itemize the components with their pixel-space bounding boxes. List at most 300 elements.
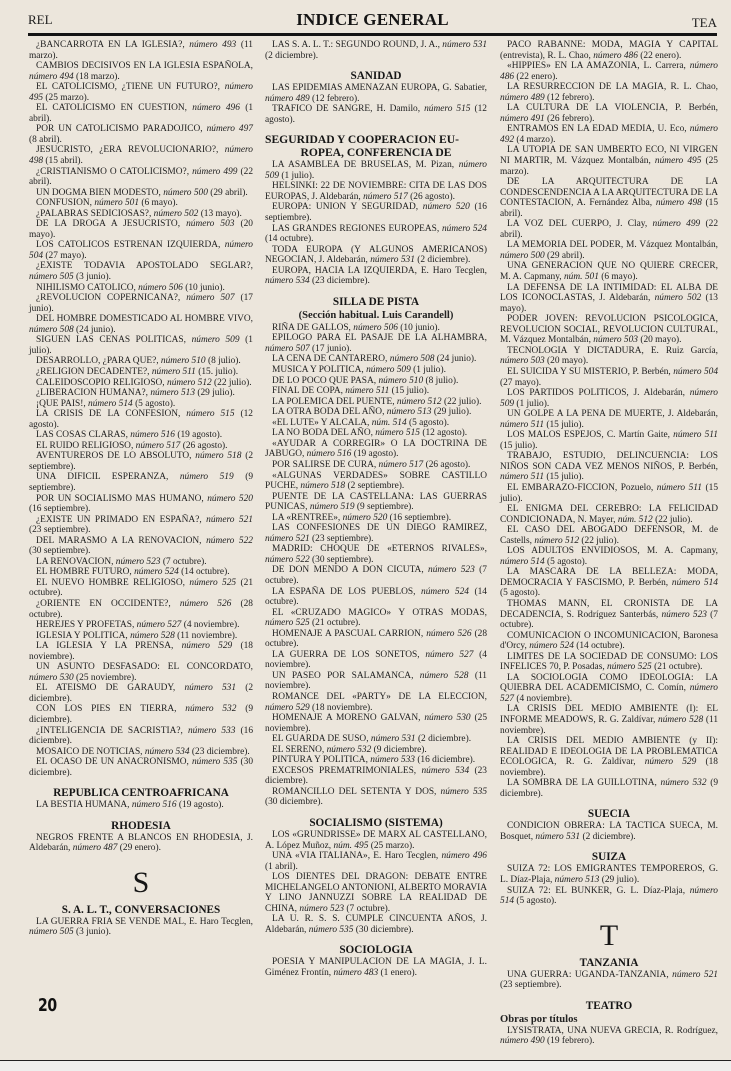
index-entry [500, 525, 718, 546]
entry-title: NEGROS FRENTE A BLANCOS EN RHODESIA, J. Aldebarán, [29, 832, 253, 854]
entry-title: CAMBIOS DECISIVOS EN LA IGLESIA ESPAÑOLA, [36, 61, 253, 72]
index-entry [500, 631, 718, 652]
entry-title: ROMANCE DEL «PARTY» DE LA ELECCION, [272, 691, 487, 702]
entry-title: LA «RENTREE», [272, 512, 343, 523]
index-entry [29, 283, 253, 294]
entry-issue-number: número 534 [421, 765, 470, 776]
entry-title: LA POLEMICA DEL PUENTE, [272, 396, 397, 407]
column-3 [500, 40, 718, 1047]
entry-title: LOS MALOS ESPEJOS, C. Martín Gaite, [507, 430, 674, 441]
entry-issue-number: número 531 [184, 683, 237, 694]
index-entry [29, 641, 253, 662]
entry-date: (5 agosto). [132, 398, 176, 409]
index-entry [29, 726, 253, 747]
entry-title: EL «CRUZADO MAGICO» Y OTRAS MODAS, [272, 607, 487, 618]
index-entry [29, 356, 253, 367]
alphabet-letter-heading: S [132, 865, 150, 899]
index-entry [500, 61, 718, 82]
entry-title: HELSINKI: 22 DE NOVIEMBRE: CITA DE LAS DOS EUROPAS, J. Aldebarán, [265, 181, 487, 202]
entry-date: (15 julio). [500, 440, 538, 451]
section-heading: TANZANIA [579, 956, 639, 969]
entry-title: LA U. R. S. S. CUMPLE CINCUENTA AÑOS, J. Aldebarán, [265, 914, 487, 935]
index-entry [29, 683, 253, 704]
entry-date: (16 diciembre). [414, 755, 476, 766]
section-subheading: Obras por títulos [500, 1013, 578, 1025]
section-heading: RHODESIA [111, 819, 171, 832]
entry-issue-number: número 517 [378, 459, 424, 470]
index-entry [265, 745, 487, 756]
entry-date: (12 febrero). [309, 93, 360, 104]
page-header [28, 10, 717, 32]
entry-issue-number: número 523 [428, 565, 475, 576]
index-entry [29, 578, 253, 599]
index-entry [265, 181, 487, 202]
index-entry [265, 766, 487, 787]
entry-date: (17 junio). [29, 293, 253, 314]
entry-title: UN GOLPE A LA PENA DE MUERTE, J. Aldebarán, [507, 409, 718, 420]
entry-title: LA NO BODA DEL AÑO, [272, 428, 376, 439]
index-entry [29, 704, 253, 725]
entry-issue-number: número 511 [500, 472, 545, 483]
index-entry [29, 800, 253, 811]
entry-issue-number: número 527 [425, 649, 474, 660]
section-heading-line: SEGURIDAD Y COOPERACION EU- [265, 133, 459, 147]
entry-title: LA SOCIOLOGIA COMO IDEOLOGIA: LA QUIEBRA DEL ACADEMICISMO, C. Comín, [500, 672, 718, 694]
entry-date: (9 diciembre). [500, 778, 719, 799]
entry-date: (26 agosto). [180, 440, 228, 451]
index-entry [29, 293, 253, 314]
index-entry [29, 917, 253, 938]
entry-title: ENTRAMOS EN LA EDAD MEDIA, U. Eco, [507, 124, 690, 135]
entry-date: (30 diciembre). [353, 924, 414, 935]
entry-title: CONFUSION, [36, 198, 95, 209]
entry-title: NIHILISMO CATOLICO, [36, 282, 139, 293]
entry-date: (11 noviembre). [500, 715, 719, 736]
index-entry [29, 40, 253, 61]
entry-date: (29 enero). [117, 843, 161, 854]
entry-date: (15 abril). [43, 156, 83, 167]
entry-date: (23 septiembre). [500, 980, 562, 991]
entry-issue-number: número 508 [389, 354, 435, 365]
entry-date: (30 septiembre). [29, 546, 91, 557]
entry-date: (16 septiembre). [29, 504, 91, 515]
entry-date: (6 mayo). [139, 198, 178, 209]
entry-title: EXCESOS PREMATRIMONIALES, [272, 765, 422, 776]
entry-issue-number: número 507 [186, 293, 235, 304]
index-entry [265, 323, 487, 334]
entry-date: (2 diciembre). [29, 683, 254, 704]
entry-issue-number: número 509 [265, 160, 487, 181]
index-entry [29, 494, 253, 515]
entry-title: LOS PARTIDOS POLITICOS, J. Aldebarán, [507, 388, 690, 399]
entry-date: (2 diciembre). [580, 831, 636, 842]
entry-issue-number: número 530 [424, 713, 471, 724]
entry-title: LOS DIENTES DEL DRAGON: DEBATE ENTRE MICHELANGELO ANTONIONI, ALBERTO MORAVIA Y LINO JANNUZZI SOBRE LA REALIDAD DE CHINA, [265, 872, 487, 914]
entry-issue-number: número 512 [167, 377, 212, 388]
entry-issue-number: número 535 [308, 924, 354, 935]
entry-issue-number: número 496 [192, 103, 240, 114]
entry-title: HOMENAJE A MORENO GALVAN, [272, 713, 425, 724]
entry-title: MADRID: CHOQUE DE «ETERNOS RIVALES», [272, 544, 487, 555]
entry-title: DE LO POCO QUE PASA, [272, 375, 379, 386]
entry-date: (1 abril). [265, 861, 298, 872]
index-entry [29, 620, 253, 631]
entry-title: LA DEFENSA DE LA INTIMIDAD: EL ALBA DE LOS ICONOCLASTAS, J. Aldebarán, [500, 282, 718, 304]
section-heading: S. A. L. T., CONVERSACIONES [61, 903, 221, 916]
entry-date: (23 septiembre). [309, 533, 374, 544]
index-entry [500, 821, 718, 842]
entry-date: (1 julio). [514, 398, 550, 409]
entry-title: MUSICA Y POLITICA, [272, 365, 367, 376]
entry-issue-number: número 491 [500, 113, 545, 124]
section-heading: SUIZA [591, 851, 627, 864]
entry-date: (4 marzo). [514, 134, 556, 145]
index-entry [500, 886, 718, 907]
header-range-start: REL [28, 12, 53, 27]
entry-date: (1 abril). [29, 103, 254, 124]
entry-issue-number: número 515 [424, 104, 471, 115]
entry-date: (21 octubre). [29, 577, 254, 599]
entry-title: JESUCRISTO, ¿ERA REVOLUCIONARIO?, [36, 145, 225, 156]
entry-title: TECNOLOGIA Y DICTADURA, E. Ruiz García, [507, 345, 718, 356]
index-entry [29, 472, 253, 493]
entry-date: (5 agosto). [406, 417, 450, 428]
entry-date: (8 julio). [423, 375, 459, 386]
entry-issue-number: número 499 [192, 166, 238, 177]
entry-issue-number: número 507 [265, 343, 310, 354]
index-entry [265, 851, 487, 872]
entry-issue-number: número 534 [265, 276, 310, 287]
entry-issue-number: número 500 [163, 187, 208, 198]
entry-issue-number: número 531 [370, 255, 415, 266]
entry-date: (19 agosto). [175, 430, 223, 441]
entry-title: MOSAICO DE NOTICIAS, [36, 746, 145, 757]
index-entry [265, 957, 487, 978]
index-entry [29, 662, 253, 683]
index-entry [500, 483, 718, 504]
entry-title: EL RUIDO RELIGIOSO, [36, 440, 136, 451]
index-entry [265, 787, 487, 808]
index-entry [500, 599, 718, 631]
index-entry [265, 202, 487, 223]
header-range-end: TEA [691, 15, 717, 30]
section-heading-line: ROPEA, CONFERENCIA DE [300, 145, 452, 159]
entry-date: (25 marzo). [368, 840, 415, 851]
entry-date: (21 octubre). [651, 662, 703, 673]
entry-date: (28 octubre). [29, 598, 253, 620]
index-entry [500, 40, 718, 61]
entry-title: UNA DIFICIL ESPERANZA, [36, 472, 180, 483]
entry-issue-number: número 534 [144, 746, 190, 757]
entry-issue-number: número 533 [187, 725, 236, 736]
entry-title: «EL LUTE» Y ALCALA, [272, 417, 372, 428]
index-entry [500, 546, 718, 567]
entry-date: (19 agosto). [176, 800, 224, 811]
index-entry [29, 409, 253, 430]
entry-issue-number: número 496 [441, 851, 487, 862]
entry-issue-number: número 523 [661, 609, 707, 620]
entry-date: (5 agosto). [500, 588, 541, 599]
entry-title: UN DOGMA BIEN MODESTO, [36, 187, 164, 198]
entry-issue-number: número 524 [421, 586, 469, 597]
index-entry [265, 471, 487, 492]
entry-issue-number: número 504 [673, 366, 719, 377]
entry-date: (24 junio). [73, 324, 116, 335]
entry-date: (26 agosto). [423, 459, 471, 470]
entry-title: LA CENA DE CANTARERO, [272, 354, 390, 365]
entry-title: UNA GUERRA: UGANDA-TANZANIA, [507, 969, 673, 980]
entry-title: PINTURA Y POLITICA, [272, 755, 371, 766]
entry-issue-number: número 489 [265, 93, 310, 104]
entry-title: EL CATOLICISMO, ¿TIENE UN FUTURO?, [36, 82, 225, 93]
index-entry [500, 82, 718, 103]
entry-date: (14 octubre). [178, 567, 230, 578]
entry-title: PUENTE DE LA CASTELLANA: LAS GUERRAS PUNICAS, [265, 491, 487, 513]
entry-date: (18 noviembre). [309, 702, 373, 713]
index-entry [29, 430, 253, 441]
entry-issue-number: número 520 [207, 493, 253, 504]
index-entry [265, 671, 487, 692]
entry-issue-number: número 531 [535, 831, 581, 842]
entry-title: LA OTRA BODA DEL AÑO, [272, 407, 387, 418]
entry-date: (18 noviembre). [500, 757, 718, 778]
index-entry [265, 734, 487, 745]
entry-issue-number: número 501 [94, 198, 140, 209]
entry-issue-number: número 498 [655, 198, 702, 209]
index-entry [500, 283, 718, 315]
entry-title: DE DON MENDO A DON CICUTA, [272, 565, 429, 576]
entry-issue-number: número 522 [206, 535, 253, 546]
entry-date: (22 abril). [500, 219, 719, 240]
entry-date: (29 abril). [207, 187, 248, 198]
index-entry [500, 864, 718, 885]
entry-title: LAS CONFESIONES DE UN DIEGO RAMIREZ, [272, 523, 487, 534]
entry-date: (7 octubre). [160, 556, 207, 567]
entry-date: (15 abril). [500, 198, 719, 219]
entry-date: (24 junio). [434, 354, 477, 365]
entry-issue-number: número 511 [345, 386, 390, 397]
entry-date: (23 diciembre). [265, 765, 487, 787]
entry-title: HOMENAJE A PASCUAL CARRION, [272, 628, 427, 639]
index-entry [265, 460, 487, 471]
entry-issue-number: número 514 [671, 577, 718, 588]
entry-issue-number: número 515 [186, 409, 235, 420]
index-entry [500, 346, 718, 367]
entry-date: (22 julio). [652, 514, 693, 525]
entry-title: LA IGLESIA Y LA PRENSA, [36, 641, 182, 652]
index-entry [29, 145, 253, 166]
entry-date: (30 diciembre). [265, 797, 323, 808]
entry-date: (22 julio). [579, 535, 619, 546]
entry-date: (22 abril). [29, 166, 254, 188]
entry-date: (25 marzo). [43, 92, 90, 103]
entry-title: ¿RELIGION DECADENTE?, [36, 366, 152, 377]
entry-issue-number: número 502 [654, 293, 702, 304]
entry-issue-number: número 521 [206, 514, 253, 525]
entry-date: (30 diciembre). [29, 757, 254, 778]
entry-issue-number: número 499 [652, 219, 701, 230]
entry-title: LA GUERRA DE LOS SONETOS, [272, 649, 426, 660]
index-entry [29, 557, 253, 568]
entry-date: (2 septiembre). [29, 451, 254, 472]
entry-date: (25 marzo). [500, 156, 718, 177]
entry-date: (3 junio). [73, 927, 111, 938]
entry-date: (28 octubre). [265, 628, 488, 650]
index-entry [29, 82, 253, 103]
entry-title: TRABAJO, ESTUDIO, DELINCUENCIA: LOS NIÑOS SON CADA VEZ MENOS NIÑOS, P. Berbén, [500, 451, 718, 472]
entry-issue-number: número 493 [189, 40, 237, 50]
entry-title: ROMANCILLO DEL SETENTA Y DOS, [272, 786, 441, 797]
column-1 [29, 40, 253, 938]
section-heading [265, 134, 487, 159]
index-entry [265, 872, 487, 914]
index-entry [500, 103, 718, 124]
index-entry [29, 124, 253, 145]
index-entry [29, 261, 253, 282]
entry-issue-number: número 498 [29, 145, 253, 167]
entry-date: (9 diciembre). [29, 704, 254, 725]
entry-title: ¿BANCARROTA EN LA IGLESIA?, [36, 40, 190, 50]
index-entry [265, 224, 487, 245]
entry-title: CONDICION OBRERA: LA TACTICA SUECA, M. Bosquet, [500, 821, 718, 842]
entry-date: (8 abril). [29, 134, 62, 145]
entry-issue-number: número 494 [29, 71, 74, 82]
entry-title: LA MASCARA DE LA BELLEZA: MODA, DEMOCRACIA Y FASCISMO, P. Berbén, [500, 567, 718, 588]
entry-date: (20 mayo). [638, 335, 682, 346]
entry-issue-number: número 503 [186, 219, 235, 230]
entry-date: (17 junio). [309, 343, 352, 354]
entry-title: LA GUERRA FRIA SE VENDE MAL, E. Haro Tecglen, [36, 916, 253, 927]
index-entry [29, 833, 253, 854]
entry-issue-number: número 511 [673, 430, 718, 441]
entry-title: ¿LIBERACION HUMANA?, [36, 388, 151, 399]
entry-title: UN ASUNTO DESFASADO: EL CONCORDATO, [36, 662, 253, 673]
index-entry [265, 333, 487, 354]
entry-issue-number: número 528 [130, 630, 175, 641]
entry-title: POR UN SOCIALISMO MAS HUMANO, [36, 493, 208, 504]
entry-date: (21 octubre). [309, 618, 361, 629]
index-entry [29, 567, 253, 578]
index-entry [265, 587, 487, 608]
entry-issue-number: número 524 [529, 641, 574, 652]
index-entry [265, 428, 487, 439]
entry-title: LOS ADULTOS ENVIDIOSOS, M. A. Capmany, [507, 546, 718, 557]
section-heading: SOCIOLOGIA [339, 944, 413, 957]
entry-title: EL ATEISMO DE GARAUDY, [36, 683, 185, 694]
entry-issue-number: número 486 [500, 61, 718, 82]
entry-issue-number: número 523 [299, 903, 345, 914]
entry-issue-number: número 522 [265, 554, 310, 565]
entry-title: LOS «GRUNDRISSE» DE MARX AL CASTELLANO, A. López Muñoz, [265, 830, 487, 851]
index-entry [265, 354, 487, 365]
entry-date: (16 diciembre). [29, 725, 254, 747]
entry-title: EL OCASO DE UN ANACRONISMO, [36, 757, 192, 768]
entry-title: PODER JOVEN: REVOLUCION PSICOLOGICA, REVOLUCION SOCIAL, REVOLUCION CULTURAL, M. Vázquez Montalbán, [500, 314, 718, 346]
index-entry [500, 409, 718, 430]
entry-title: COMUNICACION O INCOMUNICACION, Baronesa d'Orcy, [500, 630, 718, 652]
index-entry [265, 40, 487, 61]
entry-date: (10 junio). [397, 322, 440, 333]
index-entry [29, 515, 253, 536]
entry-date: (12 febrero). [544, 92, 595, 103]
entry-date: (29 julio). [431, 407, 472, 418]
index-entry [265, 104, 487, 125]
entry-date: (10 junio). [182, 282, 225, 293]
entry-issue-number: número 511 [151, 366, 196, 377]
entry-title: ¿ORIENTE EN OCCIDENTE?, [36, 598, 180, 609]
entry-date: (16 septiembre). [265, 202, 487, 224]
entry-issue-number: número 532 [326, 744, 372, 755]
entry-issue-number: número 490 [500, 1036, 545, 1047]
entry-date: (26 febrero). [544, 113, 595, 124]
entry-title: LA ESPAÑA DE LOS PUEBLOS, [272, 586, 422, 597]
entry-date: (9 septiembre). [29, 472, 254, 493]
entry-title: TRAFICO DE SANGRE, H. Damilo, [272, 104, 425, 115]
entry-date: (15 julio). [544, 419, 584, 430]
entry-title: «ALGUNAS VERDADES» SOBRE CASTILLO PUCHE, [265, 470, 487, 492]
entry-date: (1 julio). [29, 335, 253, 356]
entry-date: (19 agosto). [351, 449, 399, 460]
index-entry [265, 513, 487, 524]
entry-title: EL EMBARAZO-FICCION, Pozuelo, [507, 482, 657, 493]
index-entry [29, 219, 253, 240]
entry-issue-number: núm. 501 [563, 272, 599, 283]
index-entry [29, 441, 253, 452]
index-entry [29, 103, 253, 124]
entry-issue-number: número 515 [375, 428, 420, 439]
entry-issue-number: número 514 [500, 885, 718, 907]
entry-issue-number: número 521 [672, 969, 718, 980]
entry-title: LA CRISIS DE LA CONFESION, [36, 409, 187, 420]
entry-title: POESIA Y MANIPULACION DE LA MAGIA, J. L. Giménez Frontín, [265, 957, 487, 979]
entry-title: EL SUICIDA Y SU MISTERIO, P. Berbén, [507, 366, 674, 377]
entry-date: (29 julio). [195, 388, 235, 399]
entry-date: (1 enero). [378, 968, 417, 979]
entry-date: (22 enero). [637, 50, 682, 61]
entry-title: DE LA ARQUITECTURA DE LA CONDESCENDENCIA A LA ARQUITECTURA DE LA CONTESTACION, A. Fernández Alba, [500, 177, 718, 209]
entry-issue-number: número 514 [500, 556, 545, 567]
entry-title: ¿REVOLUCION COPERNICANA?, [36, 293, 187, 304]
index-entry [500, 367, 718, 388]
entry-issue-number: número 517 [363, 191, 408, 202]
entry-issue-number: número 532 [185, 704, 237, 715]
entry-issue-number: núm. 495 [333, 840, 369, 851]
entry-issue-number: número 523 [115, 556, 161, 567]
entry-title: LA ASAMBLEA DE BRUSELAS, M. Pizan, [272, 160, 459, 171]
entry-date: (2 diciembre). [415, 734, 472, 745]
index-entry [500, 1026, 718, 1047]
index-entry [29, 451, 253, 472]
entry-title: HEREJES Y PROFETAS, [36, 620, 137, 631]
entry-title: SUIZA 72: EL BUNKER, G. L. Díaz-Plaja, [507, 885, 690, 896]
index-entry [265, 386, 487, 397]
entry-title: LA SOMBRA DE LA GUILLOTINA, [507, 778, 661, 789]
index-entry [29, 757, 253, 778]
section-heading: SOCIALISMO (SISTEMA) [309, 817, 443, 829]
entry-title: LYSISTRATA, UNA NUEVA GRECIA, R. Rodríguez, [507, 1025, 718, 1036]
entry-issue-number: número 519 [309, 502, 355, 513]
index-entry [29, 314, 253, 335]
entry-issue-number: número 520 [422, 202, 470, 213]
entry-issue-number: número 535 [440, 786, 488, 797]
index-entry [265, 245, 487, 266]
entry-issue-number: número 514 [88, 398, 133, 409]
header-rule [28, 33, 717, 36]
entry-title: SUIZA 72: LOS EMIGRANTES TEMPOREROS, G. L. Díaz-Plaja, [500, 864, 718, 886]
entry-date: (29 julio). [599, 875, 640, 886]
entry-title: LA RENOVACION, [36, 556, 116, 567]
section-heading: SUECIA [587, 808, 631, 821]
